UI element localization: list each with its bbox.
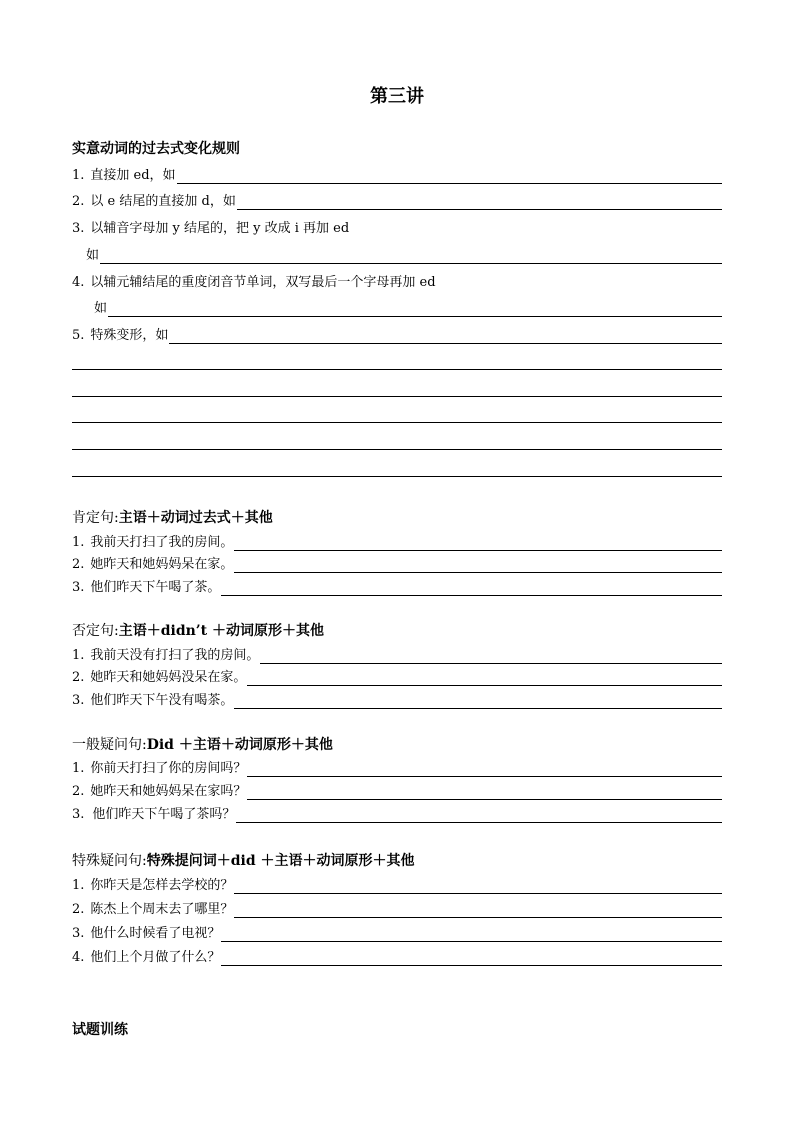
answer-blank[interactable]	[169, 328, 722, 344]
rule-number: 4.	[72, 275, 85, 290]
item-text: 他什么时候看了电视？	[90, 926, 221, 941]
answer-blank[interactable]	[108, 301, 722, 317]
item-number: 2.	[72, 557, 85, 572]
section-formula: 主语＋动词过去式＋其他	[118, 510, 273, 526]
negative-item-3	[72, 691, 722, 709]
answer-blank[interactable]	[236, 807, 722, 823]
general-question-item-2	[72, 782, 722, 800]
negative-heading	[72, 622, 324, 640]
rule-text: 以辅元辅结尾的重度闭音节单词，双写最后一个字母再加 ed	[90, 275, 436, 290]
item-number: 2.	[72, 670, 85, 685]
answer-blank[interactable]	[177, 168, 722, 184]
answer-blank[interactable]	[234, 902, 722, 918]
example-label: 如	[86, 248, 100, 263]
answer-blank[interactable]	[221, 926, 722, 942]
rule-1	[72, 166, 722, 184]
affirmative-item-2	[72, 555, 722, 573]
section-formula: 特殊提问词＋did ＋主语＋动词原形＋其他	[146, 853, 415, 869]
item-number: 1.	[72, 648, 85, 663]
answer-blank[interactable]	[221, 950, 722, 966]
affirmative-item-1	[72, 533, 722, 551]
answer-blank[interactable]	[234, 535, 722, 551]
special-question-item-1	[72, 876, 722, 894]
answer-blank[interactable]	[247, 761, 722, 777]
item-number: 2.	[72, 784, 85, 799]
section-label: 肯定句:	[72, 510, 119, 526]
page-title: 第三讲	[370, 86, 424, 107]
item-text: 我前天没有打扫了我的房间。	[90, 648, 260, 663]
rules-heading: 实意动词的过去式变化规则	[72, 141, 240, 157]
item-number: 4.	[72, 950, 85, 965]
rule-text: 以 e 结尾的直接加 d，如	[90, 194, 236, 209]
answer-blank[interactable]	[247, 670, 722, 686]
answer-blank[interactable]	[260, 648, 722, 664]
rule-text: 以辅音字母加 y 结尾的，把 y 改成 i 再加 ed	[90, 221, 350, 236]
rule-3	[72, 219, 722, 237]
item-number: 3.	[72, 807, 85, 822]
item-number: 3.	[72, 926, 85, 941]
item-text: 他们昨天下午喝了茶吗？	[92, 807, 236, 822]
item-number: 1.	[72, 761, 85, 776]
answer-blank[interactable]	[221, 580, 722, 596]
item-text: 陈杰上个周末去了哪里？	[90, 902, 234, 917]
affirmative-heading	[72, 509, 273, 527]
section-formula: 主语＋didn’t ＋动词原形＋其他	[118, 623, 325, 639]
item-number: 2.	[72, 902, 85, 917]
item-text: 他们昨天下午没有喝茶。	[90, 693, 234, 708]
rule-number: 3.	[72, 221, 85, 236]
negative-item-2	[72, 668, 722, 686]
affirmative-item-3	[72, 578, 722, 596]
section-label: 一般疑问句:	[72, 737, 147, 753]
answer-line[interactable]	[72, 476, 722, 477]
answer-blank[interactable]	[234, 878, 722, 894]
general-question-heading	[72, 736, 333, 754]
section-label: 特殊疑问句:	[72, 853, 147, 869]
special-question-heading	[72, 852, 415, 870]
rule-4-example	[72, 299, 722, 317]
item-number: 3.	[72, 580, 85, 595]
rule-2	[72, 192, 722, 210]
item-text: 你昨天是怎样去学校的？	[90, 878, 234, 893]
item-text: 她昨天和她妈妈呆在家。	[90, 557, 234, 572]
rule-4	[72, 273, 722, 291]
rule-number: 2.	[72, 194, 85, 209]
answer-blank[interactable]	[234, 693, 722, 709]
answer-blank[interactable]	[237, 194, 722, 210]
answer-line[interactable]	[72, 449, 722, 450]
rule-number: 1.	[72, 168, 85, 183]
item-text: 她昨天和她妈妈没呆在家。	[90, 670, 247, 685]
item-number: 1.	[72, 878, 85, 893]
negative-item-1	[72, 646, 722, 664]
item-text: 他们上个月做了什么？	[90, 950, 221, 965]
answer-line[interactable]	[72, 369, 722, 370]
answer-blank[interactable]	[100, 248, 722, 264]
answer-line[interactable]	[72, 422, 722, 423]
section-formula: Did ＋主语＋动词原形＋其他	[146, 737, 333, 753]
item-text: 我前天打扫了我的房间。	[90, 535, 234, 550]
example-label: 如	[94, 301, 108, 316]
answer-blank[interactable]	[247, 784, 722, 800]
answer-line[interactable]	[72, 396, 722, 397]
item-number: 1.	[72, 535, 85, 550]
item-text: 你前天打扫了你的房间吗？	[90, 761, 247, 776]
rule-number: 5.	[72, 328, 85, 343]
practice-heading: 试题训练	[72, 1022, 128, 1038]
item-number: 3.	[72, 693, 85, 708]
rule-text: 特殊变形，如	[90, 328, 169, 343]
item-text: 她昨天和她妈妈呆在家吗？	[90, 784, 247, 799]
general-question-item-3	[72, 805, 722, 823]
answer-blank[interactable]	[234, 557, 722, 573]
special-question-item-2	[72, 900, 722, 918]
general-question-item-1	[72, 759, 722, 777]
section-label: 否定句:	[72, 623, 119, 639]
rule-text: 直接加 ed，如	[90, 168, 176, 183]
rule-3-example	[72, 246, 722, 264]
special-question-item-3	[72, 924, 722, 942]
item-text: 他们昨天下午喝了茶。	[90, 580, 221, 595]
special-question-item-4	[72, 948, 722, 966]
rule-5	[72, 326, 722, 344]
